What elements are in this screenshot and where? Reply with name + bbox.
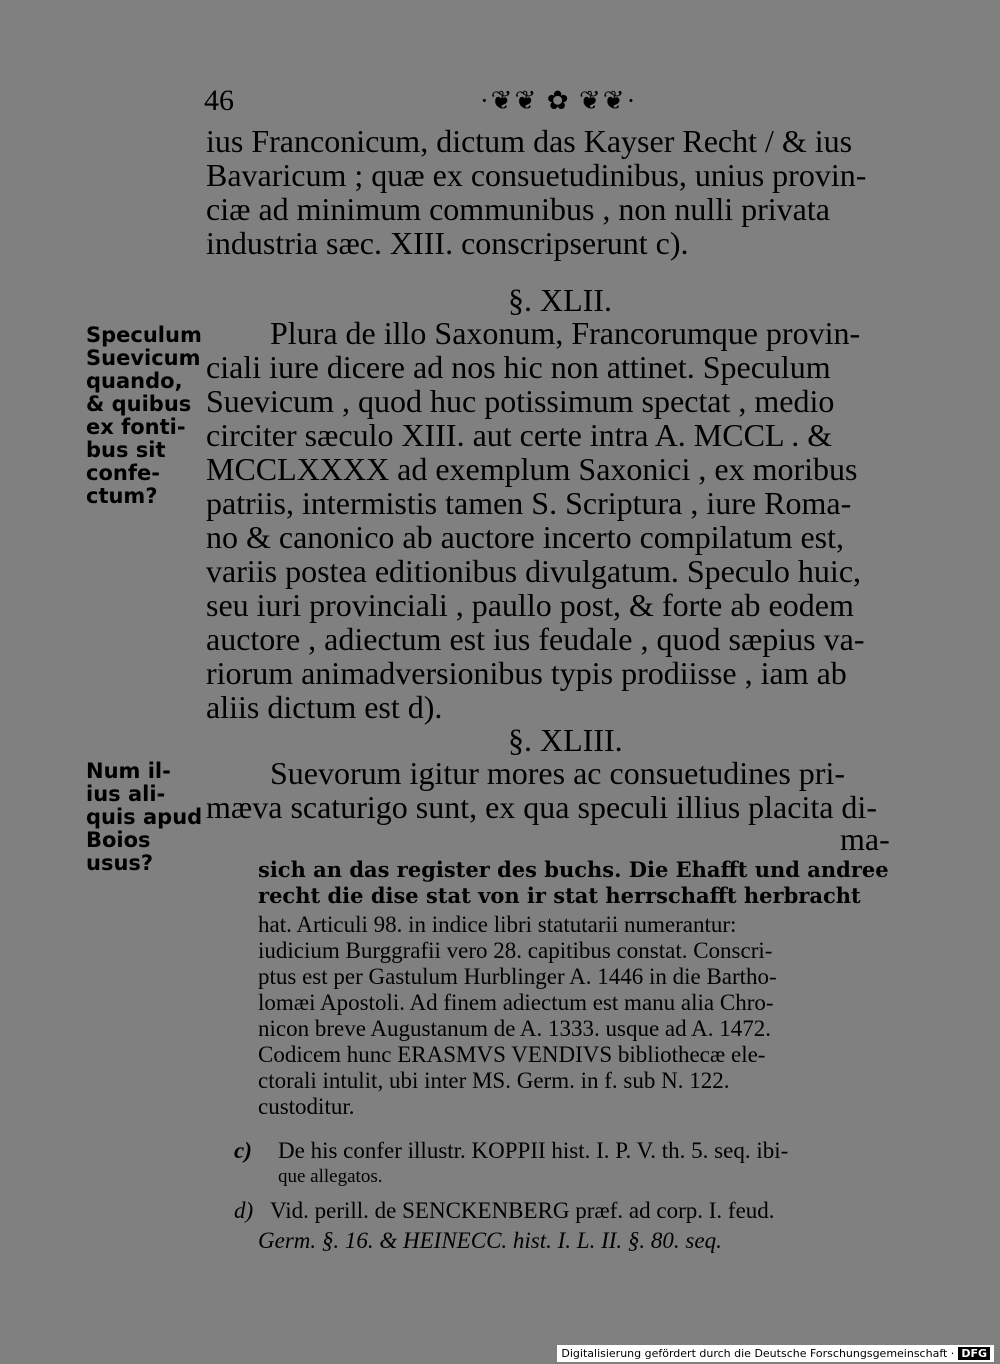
paragraph-line: MCCLXXXX ad exemplum Saxonici , ex moribus — [206, 451, 858, 487]
paragraph-line: Plura de illo Saxonum, Francorumque provin- — [270, 315, 861, 351]
footnote-line: sich an das register des buchs. Die Ehafft und andree — [258, 857, 889, 882]
section-heading: §. XLII. — [508, 282, 612, 318]
footnote-line: De his confer illustr. KOPPII hist. I. P. V. th. 5. seq. ibi- — [278, 1138, 789, 1163]
margin-note-line: quis apud — [86, 805, 203, 829]
top-text-line: ciæ ad minimum communibus , non nulli privata — [206, 191, 830, 227]
paragraph-line: patriis, intermistis tamen S. Scriptura , iure Roma- — [206, 485, 852, 521]
footnote-line: lomæi Apostoli. Ad finem adiectum est manu alia Chro- — [258, 990, 774, 1015]
footnote-line: Vid. perill. de SENCKENBERG præf. ad corp. I. feud. — [270, 1198, 775, 1223]
margin-note-num-ilius — [86, 760, 202, 875]
margin-note-line: ius ali- — [86, 782, 166, 806]
footnote-line: Codicem hunc ERASMVS VENDIVS bibliothecæ ele- — [258, 1042, 766, 1067]
paragraph-line: Suevorum igitur mores ac consuetudines pri- — [270, 755, 845, 791]
header-ornament: ·❦❦ ✿ ❦❦· — [480, 86, 638, 115]
margin-note-line: usus? — [86, 851, 154, 875]
margin-note-line: ex fonti- — [86, 415, 186, 439]
paragraph-line: mæva scaturigo sunt, ex qua speculi illius placita di- — [206, 789, 877, 825]
footnote-line: nicon breve Augustanum de A. 1333. usque ad A. 1472. — [258, 1016, 771, 1041]
section-heading: §. XLIII. — [508, 722, 623, 758]
paragraph-line: Suevicum , quod huc potissimum spectat , medio — [206, 383, 835, 419]
margin-note-line: Suevicum — [86, 346, 201, 370]
margin-note-line: bus sit — [86, 438, 166, 462]
footnote-line: que allegatos. — [278, 1166, 383, 1187]
footnote-mark: c) — [234, 1138, 252, 1163]
footnote-line: Germ. §. 16. & HEINECC. hist. I. L. II. §. 80. seq. — [258, 1228, 722, 1253]
paragraph-line: ciali iure dicere ad nos hic non attinet. Speculum — [206, 349, 831, 385]
margin-note-line: Num il- — [86, 759, 171, 783]
footnote-line: recht die dise stat von ir stat herrschafft herbracht — [258, 883, 861, 908]
footnote-mark: d) — [234, 1198, 254, 1223]
margin-note-line: & quibus — [86, 392, 192, 416]
top-text-line: ius Franconicum, dictum das Kayser Recht / & ius — [206, 123, 853, 159]
margin-note-line: ctum? — [86, 484, 158, 508]
catchword: ma- — [840, 821, 890, 857]
paragraph-line: no & canonico ab auctore incerto compilatum est, — [206, 519, 844, 555]
footnote-line: iudicium Burggrafii vero 28. capitibus constat. Conscri- — [258, 938, 773, 963]
margin-note-line: Boios — [86, 828, 151, 852]
margin-note-speculum — [86, 324, 202, 508]
digitization-credit — [557, 1345, 994, 1362]
page-number: 46 — [204, 84, 234, 117]
paragraph-line: circiter sæculo XIII. aut certe intra A. MCCL . & — [206, 417, 833, 453]
top-text-line: industria sæc. XIII. conscripserunt c). — [206, 225, 689, 261]
paragraph-line: variis postea editionibus divulgatum. Speculo huic, — [206, 553, 862, 589]
margin-note-line: Speculum — [86, 323, 202, 347]
footnote-line: custoditur. — [258, 1094, 355, 1119]
paragraph-line: aliis dictum est d). — [206, 689, 443, 725]
footnote-line: hat. Articuli 98. in indice libri statutarii numerantur: — [258, 912, 737, 937]
footnote-line: ptus est per Gastulum Hurblinger A. 1446 in die Bartho- — [258, 964, 777, 989]
credit-text: Digitalisierung gefördert durch die Deutsche Forschungsgemeinschaft · — [561, 1347, 955, 1360]
paragraph-line: auctore , adiectum est ius feudale , quod sæpius va- — [206, 621, 865, 657]
margin-note-line: confe- — [86, 461, 160, 485]
footnote-line: ctorali intulit, ubi inter MS. Germ. in f. sub N. 122. — [258, 1068, 730, 1093]
paragraph-line: seu iuri provinciali , paullo post, & forte ab eodem — [206, 587, 854, 623]
paragraph-line: riorum animadversionibus typis prodiisse , iam ab — [206, 655, 847, 691]
margin-note-line: quando, — [86, 369, 183, 393]
top-text-line: Bavaricum ; quæ ex consuetudinibus, unius provin- — [206, 157, 867, 193]
dfg-logo: DFG — [958, 1347, 990, 1360]
